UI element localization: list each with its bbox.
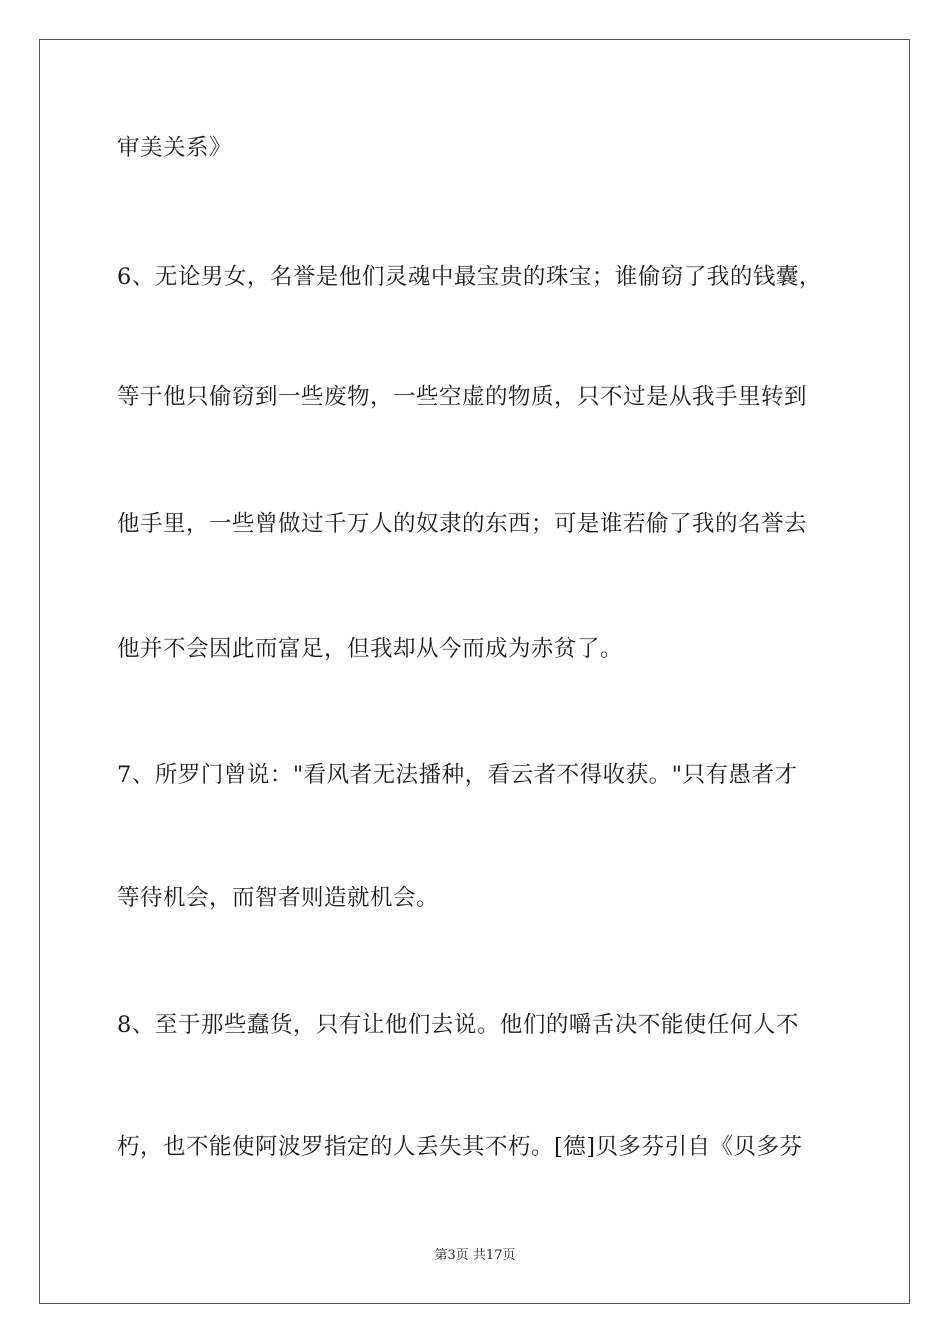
text-line-1: 审美关系》 — [117, 135, 233, 161]
text-line-3: 等于他只偷窃到一些废物，一些空虚的物质，只不过是从我手里转到 — [117, 384, 808, 410]
text-line-6: 7、所罗门曾说："看风者无法播种，看云者不得收获。"只有愚者才 — [117, 762, 798, 788]
text-line-9: 朽，也不能使阿波罗指定的人丢失其不朽。[德]贝多芬引自《贝多芬 — [117, 1134, 803, 1160]
text-line-8: 8、至于那些蠢货，只有让他们去说。他们的嚼舌决不能使任何人不 — [117, 1012, 799, 1038]
page-number-footer: 第3页 共17页 — [434, 1248, 516, 1263]
text-line-2: 6、无论男女，名誉是他们灵魂中最宝贵的珠宝；谁偷窃了我的钱囊， — [117, 264, 822, 290]
text-line-4: 他手里，一些曾做过千万人的奴隶的东西；可是谁若偷了我的名誉去 — [117, 511, 808, 537]
text-line-5: 他并不会因此而富足，但我却从今而成为赤贫了。 — [117, 636, 624, 662]
text-line-7: 等待机会，而智者则造就机会。 — [117, 885, 440, 911]
page-border — [39, 39, 910, 1304]
